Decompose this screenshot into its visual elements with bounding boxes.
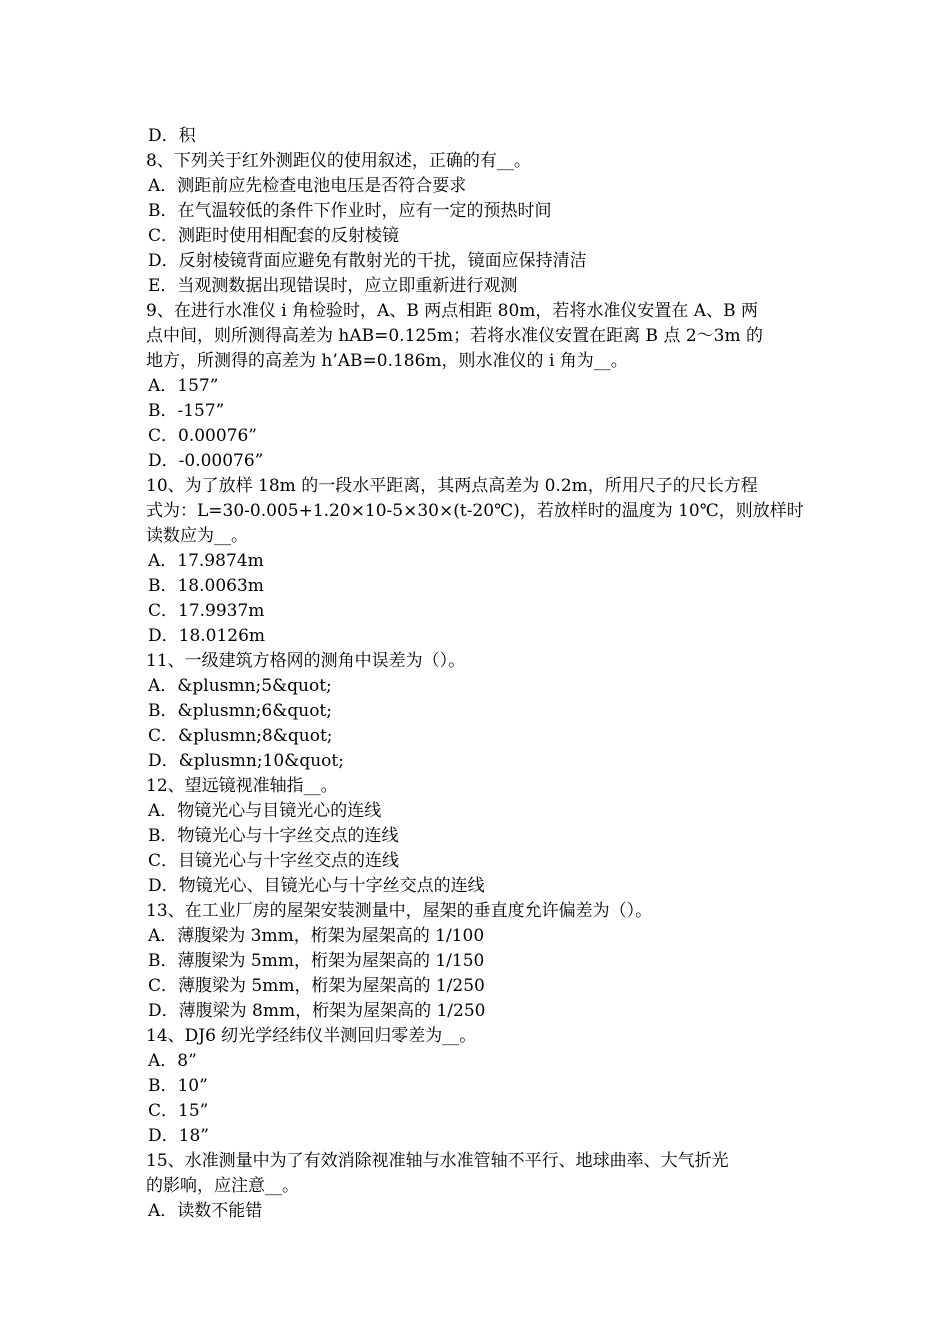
question-text: 12、望远镜视准轴指__。 (146, 776, 338, 796)
question-text: 11、一级建筑方格网的测角中误差为（）。 (146, 651, 466, 671)
answer-option: C．薄腹梁为 5mm，桁架为屋架高的 1/250 (148, 976, 485, 996)
answer-option: A．17.9874m (148, 551, 264, 571)
answer-option: C．17.9937m (148, 601, 265, 621)
answer-option: C．0.00076” (148, 426, 257, 446)
answer-option: C．&plusmn;8&quot; (148, 726, 333, 746)
answer-option: C．测距时使用相配套的反射棱镜 (148, 226, 400, 246)
document-page (146, 124, 810, 1224)
question-text: 读数应为__。 (146, 526, 248, 546)
answer-option: A．&plusmn;5&quot; (148, 676, 332, 696)
answer-option: A．8” (148, 1051, 197, 1071)
answer-option: B．18.0063m (148, 576, 264, 596)
question-text: 10、为了放样 18m 的一段水平距离，其两点高差为 0.2m，所用尺子的尺长方程 (146, 476, 758, 496)
question-text: 9、在进行水准仪 i 角检验时，A、B 两点相距 80m，若将水准仪安置在 A、B 两 (146, 301, 758, 321)
answer-option: E．当观测数据出现错误时，应立即重新进行观测 (148, 276, 518, 296)
question-text: 15、水准测量中为了有效消除视准轴与水准管轴不平行、地球曲率、大气折光 (146, 1151, 729, 1171)
answer-option: B．10” (148, 1076, 208, 1096)
question-text: 地方，所测得的高差为 h’AB=0.186m，则水准仪的 i 角为__。 (146, 351, 628, 371)
answer-option: B．物镜光心与十字丝交点的连线 (148, 826, 399, 846)
question-text: 点中间，则所测得高差为 hAB=0.125m；若将水准仪安置在距离 B 点 2～3m 的 (146, 326, 764, 346)
answer-option: C．15” (148, 1101, 209, 1121)
answer-option: D．积 (148, 126, 196, 146)
answer-option: A．测距前应先检查电池电压是否符合要求 (148, 176, 467, 196)
answer-option: D．18.0126m (148, 626, 266, 646)
answer-option: D．薄腹梁为 8mm，桁架为屋架高的 1/250 (148, 1001, 486, 1021)
answer-option: A．物镜光心与目镜光心的连线 (148, 801, 382, 821)
answer-option: C．目镜光心与十字丝交点的连线 (148, 851, 400, 871)
question-text: 13、在工业厂房的屋架安装测量中，屋架的垂直度允许偏差为（）。 (146, 901, 653, 921)
answer-option: B．在气温较低的条件下作业时，应有一定的预热时间 (148, 201, 552, 221)
answer-option: D．物镜光心、目镜光心与十字丝交点的连线 (148, 876, 485, 896)
answer-option: A．读数不能错 (148, 1201, 263, 1221)
answer-option: A．薄腹梁为 3mm，桁架为屋架高的 1/100 (148, 926, 485, 946)
answer-option: B．薄腹梁为 5mm，桁架为屋架高的 1/150 (148, 951, 485, 971)
question-text: 的影响，应注意__。 (146, 1176, 299, 1196)
answer-option: D．反射棱镜背面应避免有散射光的干扰，镜面应保持清洁 (148, 251, 587, 271)
answer-option: B．&plusmn;6&quot; (148, 701, 332, 721)
question-text: 14、DJ6 纫光学经纬仪半测回归零差为__。 (146, 1026, 477, 1046)
answer-option: D．18” (148, 1126, 209, 1146)
question-text: 8、下列关于红外测距仪的使用叙述，正确的有__。 (146, 151, 531, 171)
answer-option: B．-157” (148, 401, 225, 421)
answer-option: D．-0.00076” (148, 451, 264, 471)
answer-option: D．&plusmn;10&quot; (148, 751, 344, 771)
answer-option: A．157” (148, 376, 219, 396)
question-text: 式为：L=30-0.005+1.20×10-5×30×(t-20℃)，若放样时的温度为 10℃，则放样时 (146, 501, 804, 521)
